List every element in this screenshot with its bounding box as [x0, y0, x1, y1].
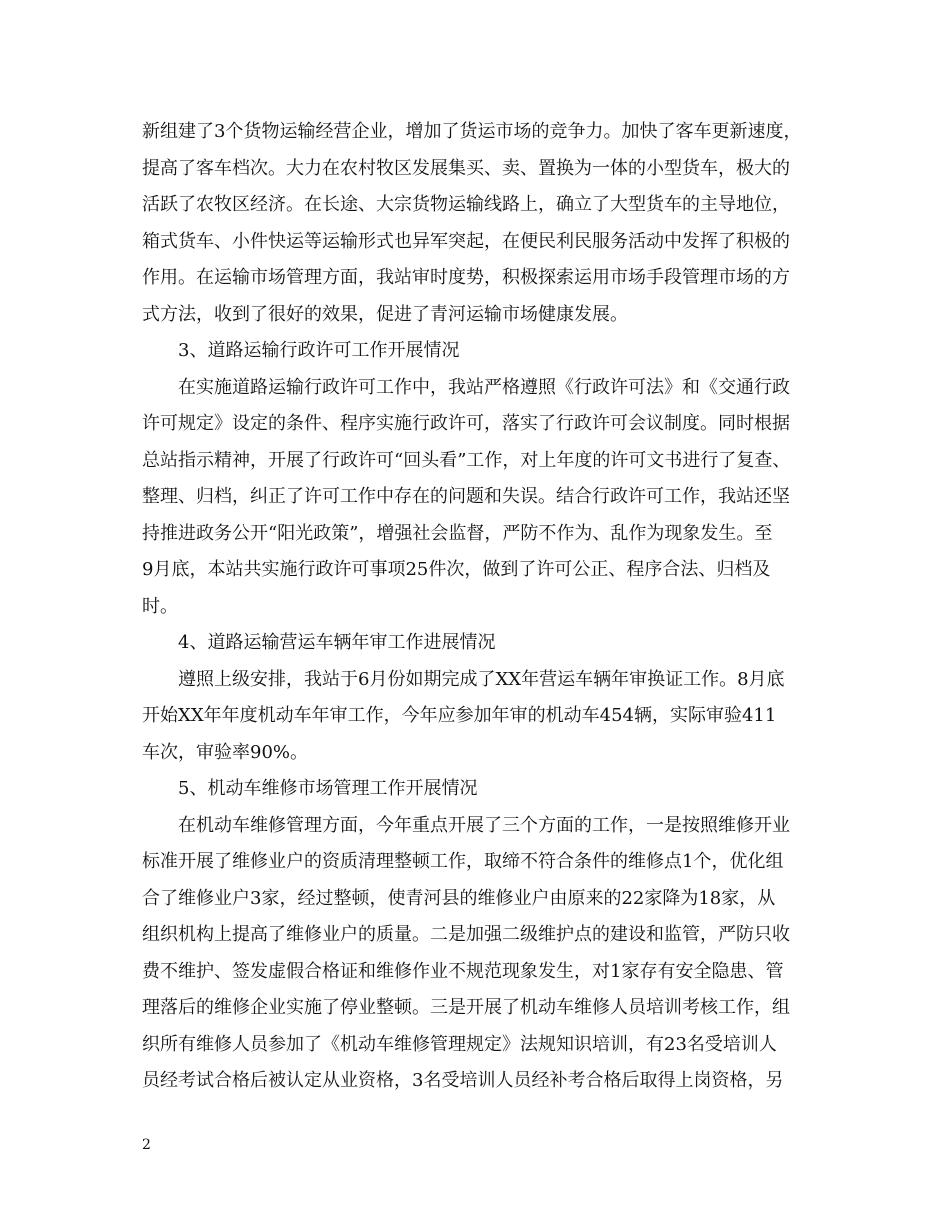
- text-line: 标准开展了维修业户的资质清理整顿工作，取缔不符合条件的维修点1个，优化组: [142, 851, 784, 872]
- page-number: 2: [142, 1137, 151, 1153]
- text-line: 在机动车维修管理方面，今年重点开展了三个方面的工作，一是按照维修开业: [178, 814, 790, 836]
- text-line: 新组建了3个货物运输经营企业，增加了货运市场的竞争力。加快了客车更新速度，: [142, 121, 802, 142]
- text-line: 费不维护、签发虚假合格证和维修作业不规范现象发生，对1家存有安全隐患、管: [142, 960, 784, 982]
- text-line: 组织机构上提高了维修业户的质量。二是加强二级维护点的建设和监管，严防只收: [142, 924, 790, 945]
- text-line: 车次，审验率90%。: [142, 741, 309, 763]
- text-line: 9月底，本站共实施行政许可事项25件次，做到了许可公正、程序合法、归档及: [142, 559, 771, 580]
- text-line: 开始XX年年度机动车年审工作，今年应参加年审的机动车454辆，实际审验411: [142, 705, 777, 726]
- document-body: [142, 114, 812, 1100]
- text-line: 遵照上级安排，我站于6月份如期完成了XX年营运车辆年审换证工作。8月底: [178, 668, 785, 690]
- text-line: 总站指示精神，开展了行政许可“回头看”工作，对上年度的许可文书进行了复查、: [142, 449, 791, 471]
- text-line: 式方法，收到了很好的效果，促进了青河运输市场健康发展。: [142, 303, 628, 325]
- text-line: 活跃了农牧区经济。在长途、大宗货物运输线路上，确立了大型货车的主导地位，: [142, 194, 790, 215]
- text-line: 合了维修业户3家，经过整顿，使青河县的维修业户由原来的22家降为18家，从: [142, 887, 776, 909]
- text-line: 整理、归档，纠正了许可工作中存在的问题和失误。结合行政许可工作，我站还坚: [142, 486, 790, 507]
- text-line: 时。: [142, 595, 178, 617]
- text-line: 理落后的维修企业实施了停业整顿。三是开展了机动车维修人员培训考核工作，组: [142, 997, 790, 1018]
- text-line: 5、机动车维修市场管理工作开展情况: [178, 778, 478, 799]
- text-line: 织所有维修人员参加了《机动车维修管理规定》法规知识培训，有23名受培训人: [142, 1033, 777, 1055]
- text-line: 在实施道路运输行政许可工作中，我站严格遵照《行政许可法》和《交通行政: [178, 376, 790, 398]
- text-line: 3、道路运输行政许可工作开展情况: [178, 340, 460, 361]
- text-line: 提高了客车档次。大力在农村牧区发展集买、卖、置换为一体的小型货车，极大的: [142, 157, 790, 179]
- text-line: 许可规定》设定的条件、程序实施行政许可，落实了行政许可会议制度。同时根据: [142, 413, 790, 434]
- text-line: 持推进政务公开“阳光政策”，增强社会监督，严防不作为、乱作为现象发生。至: [142, 522, 773, 544]
- text-line: 4、道路运输营运车辆年审工作进展情况: [178, 632, 496, 653]
- text-line: 箱式货车、小件快运等运输形式也异军突起，在便民利民服务活动中发挥了积极的: [142, 230, 790, 252]
- text-line: 员经考试合格后被认定从业资格，3名受培训人员经补考合格后取得上岗资格，另: [142, 1070, 784, 1091]
- text-line: 作用。在运输市场管理方面，我站审时度势，积极探索运用市场手段管理市场的方: [142, 267, 790, 288]
